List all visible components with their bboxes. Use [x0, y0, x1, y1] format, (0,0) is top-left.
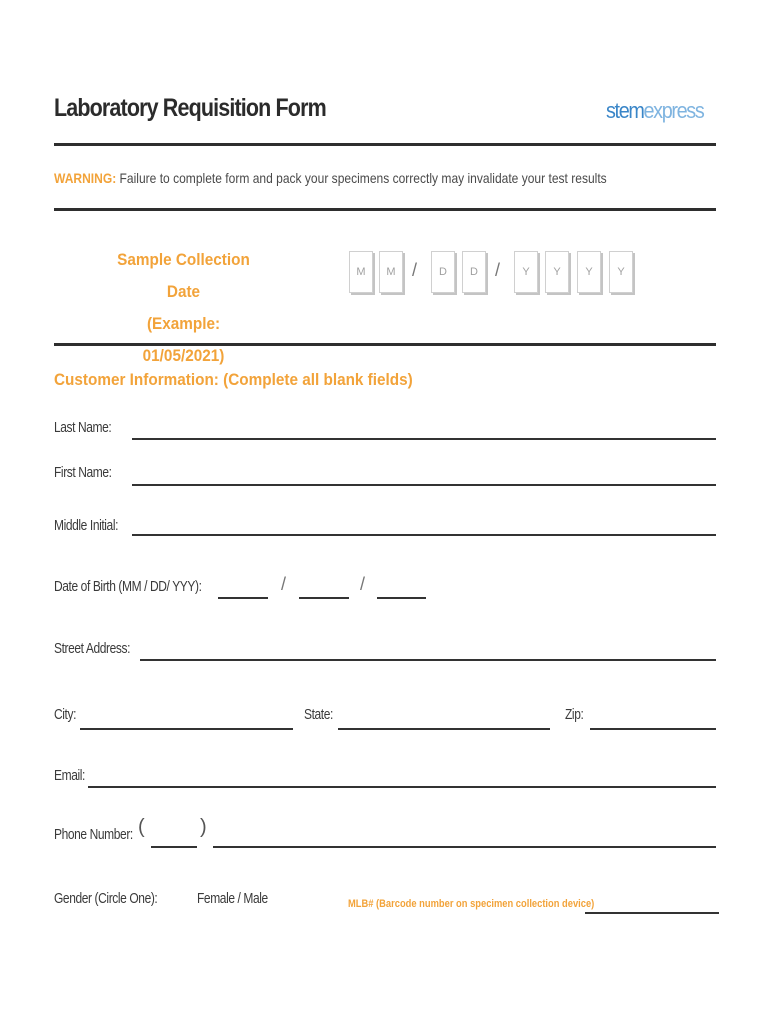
form-title: Laboratory Requisition Form	[54, 94, 326, 122]
email-field[interactable]	[88, 786, 716, 788]
dob-label: Date of Birth (MM / DD/ YYY):	[54, 578, 202, 595]
date-separator: /	[495, 260, 501, 280]
date-box-year-2[interactable]: Y	[545, 251, 569, 293]
middle-initial-field[interactable]	[132, 534, 716, 536]
warning-message	[54, 170, 607, 186]
state-field[interactable]	[338, 728, 550, 730]
stemexpress-logo	[606, 98, 703, 124]
date-box-month-1[interactable]: M	[349, 251, 373, 293]
email-label: Email:	[54, 767, 85, 784]
sample-collection-heading	[105, 244, 263, 372]
warning-divider	[54, 208, 716, 211]
street-address-label: Street Address:	[54, 640, 131, 657]
mlb-field[interactable]	[585, 912, 719, 914]
last-name-field[interactable]	[132, 438, 716, 440]
dob-day-field[interactable]	[299, 597, 349, 599]
customer-info-heading: Customer Information: (Complete all blank fields)	[54, 370, 413, 389]
city-field[interactable]	[80, 728, 293, 730]
logo-suffix: express	[643, 98, 704, 123]
dob-month-field[interactable]	[218, 597, 268, 599]
mlb-label: MLB# (Barcode number on specimen collection device)	[348, 898, 595, 910]
sample-collection-title: Sample Collection Date	[117, 250, 250, 301]
date-box-year-4[interactable]: Y	[609, 251, 633, 293]
warning-text: Failure to complete form and pack your specimens correctly may invalidate your test results	[116, 170, 607, 186]
warning-label: WARNING:	[54, 170, 117, 186]
dob-year-field[interactable]	[377, 597, 426, 599]
date-box-year-1[interactable]: Y	[514, 251, 538, 293]
phone-area-code-field[interactable]	[151, 846, 197, 848]
date-box-year-3[interactable]: Y	[577, 251, 601, 293]
zip-field[interactable]	[590, 728, 716, 730]
date-separator: /	[412, 260, 418, 280]
dob-separator: /	[281, 574, 287, 594]
state-label: State:	[304, 706, 333, 723]
city-label: City:	[54, 706, 76, 723]
middle-initial-label: Middle Initial:	[54, 517, 119, 534]
street-address-field[interactable]	[140, 659, 716, 661]
gender-label: Gender (Circle One):	[54, 890, 158, 907]
date-box-month-2[interactable]: M	[379, 251, 403, 293]
first-name-label: First Name:	[54, 464, 112, 481]
date-box-day-2[interactable]: D	[462, 251, 486, 293]
logo-brand: stem	[606, 98, 644, 123]
phone-label: Phone Number:	[54, 826, 133, 843]
phone-number-field[interactable]	[213, 846, 716, 848]
last-name-label: Last Name:	[54, 419, 112, 436]
first-name-field[interactable]	[132, 484, 716, 486]
header-divider	[54, 143, 716, 146]
phone-area-close-paren: )	[200, 816, 207, 838]
zip-label: Zip:	[565, 706, 584, 723]
phone-area-open-paren: (	[138, 816, 145, 838]
section-divider	[54, 343, 716, 346]
sample-collection-example: (Example: 01/05/2021)	[142, 314, 225, 365]
date-box-day-1[interactable]: D	[431, 251, 455, 293]
gender-options[interactable]: Female / Male	[197, 890, 268, 907]
dob-separator: /	[360, 574, 366, 594]
